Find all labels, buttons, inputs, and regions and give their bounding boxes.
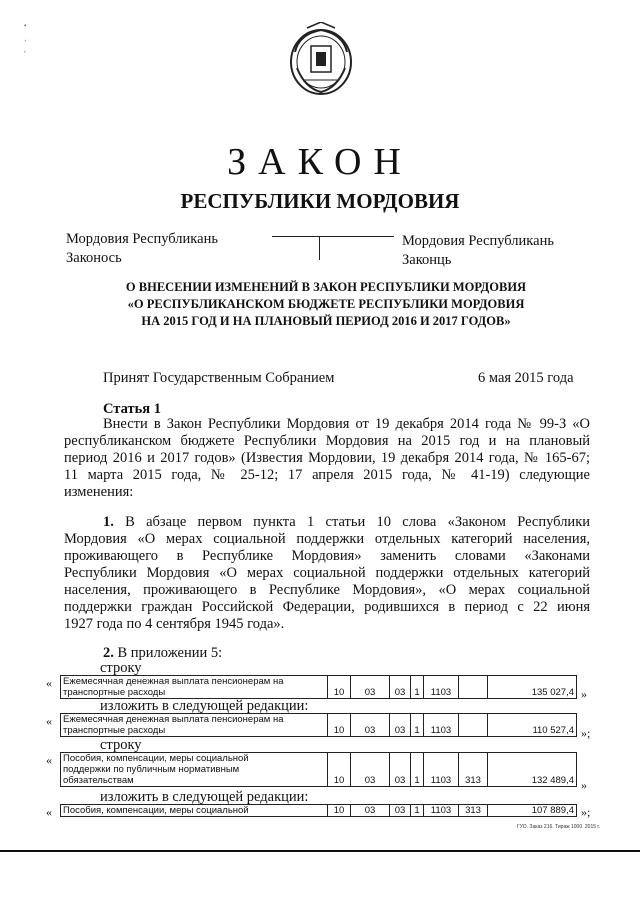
item-number: 1. <box>103 514 114 530</box>
table-cell: 10 <box>328 676 351 699</box>
item-text: В приложении 5: <box>113 645 223 661</box>
replace-label: изложить в следующей редакции: <box>100 698 309 714</box>
table-cell-name: Ежемесячная денежная выплата пенсионерам на транспортные расходы <box>61 676 328 699</box>
budget-row-table <box>60 675 577 699</box>
table-cell: 1 <box>411 676 424 699</box>
open-quote: « <box>46 714 52 728</box>
adopted-by: Принят Государственным Собранием <box>103 370 335 386</box>
law-heading-line: НА 2015 ГОД И НА ПЛАНОВЫЙ ПЕРИОД 2016 И 2017 ГОДОВ» <box>141 314 511 328</box>
replace-label: изложить в следующей редакции: <box>100 789 309 805</box>
table-cell: 10 <box>328 753 351 787</box>
open-quote: « <box>46 805 52 819</box>
law-heading-line: «О РЕСПУБЛИКАНСКОМ БЮДЖЕТЕ РЕСПУБЛИКИ МОРДОВИЯ <box>127 297 525 311</box>
table-cell: 1103 <box>424 714 459 737</box>
budget-row-table <box>60 713 577 737</box>
table-cell <box>459 676 488 699</box>
table-cell: 03 <box>390 714 411 737</box>
table-cell: 03 <box>351 714 390 737</box>
law-heading <box>60 279 592 330</box>
page-bottom-rule <box>0 850 640 852</box>
paragraph-line: республиканском бюджете Республики Мордовия на 2015 год и на плановый <box>64 433 590 449</box>
article-heading: Статья 1 <box>103 401 161 417</box>
moksha-title-line: Мордовия Республикань <box>66 231 218 247</box>
divider-tick <box>319 237 320 260</box>
table-cell-sum: 107 889,4 <box>488 805 577 817</box>
paragraph-line: 11 марта 2015 года, № 25-12; 17 апреля 2015 года, № 41-19) следующие <box>64 467 590 483</box>
table-cell: 313 <box>459 753 488 787</box>
table-cell: 03 <box>390 676 411 699</box>
table-cell: 1103 <box>424 676 459 699</box>
table-cell: 1 <box>411 714 424 737</box>
erzya-title <box>402 232 554 270</box>
row-label: строку <box>100 737 142 753</box>
table-cell-name: Пособия, компенсации, меры социальной <box>61 805 328 817</box>
erzya-title-line: Мордовия Республикань <box>402 233 554 249</box>
table-cell: 10 <box>328 805 351 817</box>
table-cell: 03 <box>390 805 411 817</box>
open-quote: « <box>46 753 52 767</box>
paragraph-line: Мордовия «О мерах социальной поддержки отдельных категорий населения, <box>64 531 590 547</box>
table-cell: 313 <box>459 805 488 817</box>
close-quote: »; <box>581 805 591 819</box>
moksha-title-line: Законось <box>66 250 122 266</box>
paragraph-line: 1927 года по 4 сентября 1945 года». <box>64 616 285 632</box>
table-cell-name: Пособия, компенсации, меры социальной поддержки по публичным нормативным обязательствам <box>61 753 328 787</box>
table-cell-sum: 135 027,4 <box>488 676 577 699</box>
table-cell: 1103 <box>424 753 459 787</box>
table-cell: 1 <box>411 753 424 787</box>
paragraph-line: Республики Мордовия «О мерах социальной поддержки отдельных категорий <box>64 565 590 581</box>
paragraph-line: поддержки граждан Российской Федерации, родившихся в период с 22 июня <box>64 599 590 615</box>
moksha-title <box>66 230 218 268</box>
item-number: 2. <box>103 645 114 661</box>
close-quote: »; <box>581 726 591 740</box>
close-quote: » <box>581 778 587 792</box>
divider-line <box>272 236 394 237</box>
table-cell: 03 <box>351 753 390 787</box>
paragraph-line <box>64 514 590 531</box>
table-row <box>61 805 577 817</box>
document-title: ЗАКОН <box>227 141 413 183</box>
coat-of-arms-emblem <box>285 22 357 100</box>
table-cell: 03 <box>351 676 390 699</box>
table-row <box>61 714 577 737</box>
paragraph-line: проживающего в Республике Мордовия» заменить словами «Законами <box>64 548 590 564</box>
item-1-paragraph <box>64 514 590 633</box>
table-cell: 03 <box>390 753 411 787</box>
print-footer-note: ГУО. Заказ 216. Тираж 1000. 2015 г. <box>517 824 600 830</box>
document-subtitle: РЕСПУБЛИКИ МОРДОВИЯ <box>180 189 460 213</box>
erzya-title-line: Законць <box>402 252 452 268</box>
table-cell-sum: 110 527,4 <box>488 714 577 737</box>
article-paragraph <box>64 416 590 501</box>
margin-marks: • ¸ , <box>24 22 27 54</box>
law-heading-line: О ВНЕСЕНИИ ИЗМЕНЕНИЙ В ЗАКОН РЕСПУБЛИКИ МОРДОВИЯ <box>125 280 527 294</box>
table-cell: 03 <box>351 805 390 817</box>
paragraph-line: изменения: <box>64 484 134 500</box>
table-cell-sum: 132 489,4 <box>488 753 577 787</box>
paragraph-text: В абзаце первом пункта 1 статьи 10 слова «Законом Республики <box>113 514 590 530</box>
paragraph-line: населения, проживающего в Республике Мордовия», «О мерах социальной <box>64 582 590 598</box>
row-label: строку <box>100 660 142 676</box>
table-row <box>61 753 577 787</box>
budget-row-table <box>60 752 577 787</box>
close-quote: » <box>581 687 587 701</box>
table-row <box>61 676 577 699</box>
paragraph-line: Внести в Закон Республики Мордовия от 19 декабря 2014 года № 99-З «О <box>103 416 590 432</box>
adoption-date: 6 мая 2015 года <box>478 370 574 386</box>
paragraph-line: период 2016 и 2017 годов» (Известия Мордовии, 19 декабря 2014 года, № 165-67; <box>64 450 590 466</box>
table-cell: 1 <box>411 805 424 817</box>
table-cell: 10 <box>328 714 351 737</box>
budget-row-table <box>60 804 577 817</box>
table-cell-name: Ежемесячная денежная выплата пенсионерам на транспортные расходы <box>61 714 328 737</box>
open-quote: « <box>46 676 52 690</box>
table-cell: 1103 <box>424 805 459 817</box>
table-cell <box>459 714 488 737</box>
